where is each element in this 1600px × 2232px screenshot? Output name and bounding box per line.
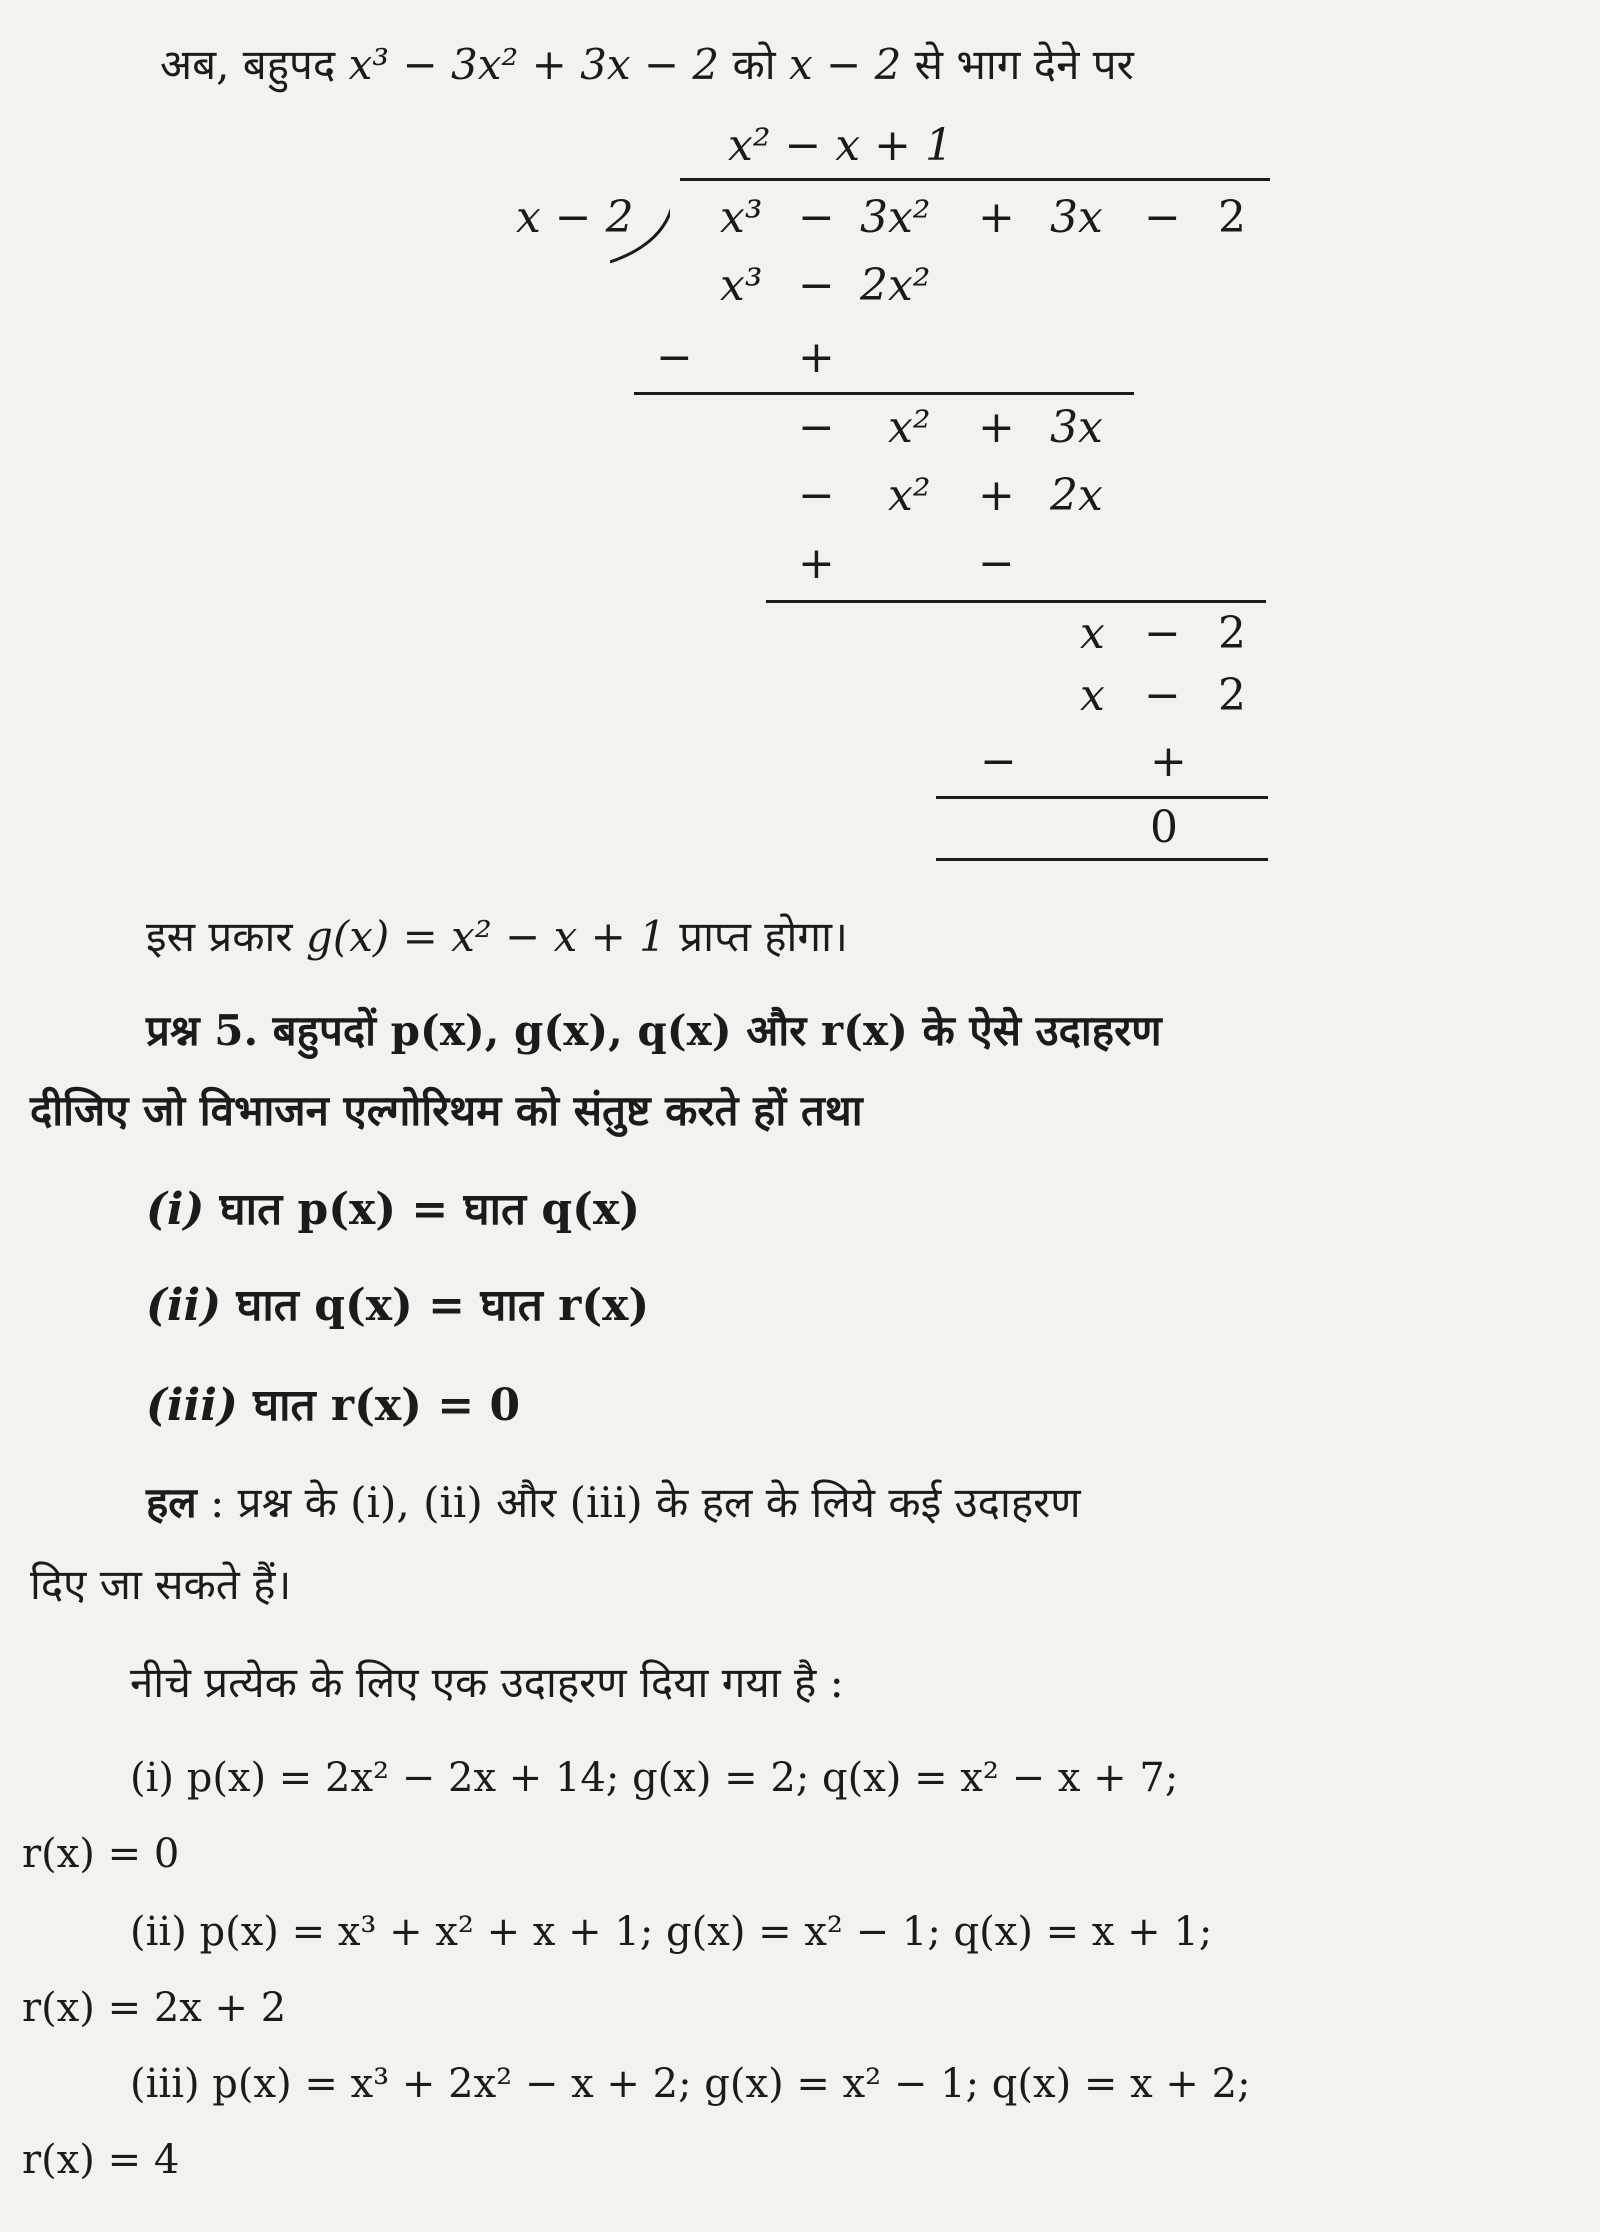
solution-text-3: नीचे प्रत्येक के लिए एक उदाहरण दिया गया है : [130,1658,844,1707]
row1-term-6: − [1144,192,1181,243]
row3-term-3: + [978,402,1015,453]
solution-line-3 [130,1658,844,1707]
row5-term-2: − [1144,608,1181,659]
example-3-text: (iii) p(x) = x³ + 2x² − x + 2; g(x) = x² − 1; q(x) = x + 2; [130,2061,1251,2107]
row6-term-1: x [1080,670,1105,721]
example-3-remainder: r(x) = 4 [22,2137,180,2183]
row5-term-3: 2 [1218,608,1246,659]
row3-term-2: x² [888,402,931,453]
intro-after: से भाग देने पर [901,40,1134,89]
question-label: प्रश्न 5. [146,1006,259,1055]
example-1-b [22,1831,180,1877]
question-line-1 [146,1006,1162,1055]
solution-line-2 [30,1560,292,1609]
row6-term-2: − [1144,670,1181,721]
row2-term-1: x³ [720,260,763,311]
solution-label: हल [146,1478,197,1527]
row1-term-4: + [978,192,1015,243]
example-2-text: (ii) p(x) = x³ + x² + x + 1; g(x) = x² − 1; q(x) = x + 1; [130,1909,1213,1955]
quotient-rule [680,178,1270,181]
signs2-2: − [978,538,1015,589]
question-item-2-text: घात q(x) = घात r(x) [221,1280,650,1331]
row4-term-2: x² [888,470,931,521]
row3-term-1: − [798,402,835,453]
division-bracket [610,178,670,268]
example-1-a [130,1755,1179,1801]
question-item-1 [146,1184,641,1235]
row2-term-3: 2x² [860,260,931,311]
signs1-2: + [798,332,835,383]
question-text-2: दीजिए जो विभाजन एल्गोरिथम को संतुष्ट करते हों तथा [30,1086,863,1135]
remainder: 0 [1150,802,1178,853]
intro-before: अब, बहुपद [160,40,349,89]
row1-term-3: 3x² [860,192,931,243]
example-1-remainder: r(x) = 0 [22,1831,180,1877]
conclusion-before: इस प्रकार [146,912,306,961]
intro-dividend: x³ − 3x² + 3x − 2 [348,40,720,89]
question-item-2-num: (ii) [146,1280,222,1331]
signs3-1: − [980,736,1017,787]
example-3-b [22,2137,180,2183]
signs2-1: + [798,538,835,589]
intro-middle: को [719,40,789,89]
example-1-text: (i) p(x) = 2x² − 2x + 14; g(x) = 2; q(x) = x² − x + 7; [130,1755,1179,1801]
quotient: x² − x + 1 [728,120,953,171]
rule-2 [766,600,1266,603]
row2-term-2: − [798,260,835,311]
row4-term-4: 2x [1050,470,1103,521]
solution-text-2: दिए जा सकते हैं। [30,1560,292,1609]
row4-term-3: + [978,470,1015,521]
rule-3 [936,796,1268,799]
conclusion-line [146,912,848,961]
question-item-2 [146,1280,650,1331]
conclusion-expr: g(x) = x² − x + 1 [305,912,666,961]
row1-term-7: 2 [1218,192,1246,243]
conclusion-after: प्राप्त होगा। [665,912,848,961]
row1-term-5: 3x [1050,192,1103,243]
signs3-2: + [1150,736,1187,787]
question-line-2 [30,1086,863,1135]
signs1-1: − [656,332,693,383]
example-2-remainder: r(x) = 2x + 2 [22,1985,287,2031]
row1-term-1: x³ [720,192,763,243]
solution-text-1: : प्रश्न के (i), (ii) और (iii) के हल के लिये कई उदाहरण [196,1478,1081,1527]
question-item-1-num: (i) [146,1184,205,1235]
row3-term-4: 3x [1050,402,1103,453]
rule-1 [634,392,1134,395]
row4-term-1: − [798,470,835,521]
example-2-a [130,1909,1213,1955]
question-item-3 [146,1380,521,1431]
question-text-1: बहुपदों p(x), g(x), q(x) और r(x) के ऐसे उदाहरण [258,1006,1162,1055]
example-3-a [130,2061,1251,2107]
question-item-3-text: घात r(x) = 0 [237,1380,521,1431]
question-item-1-text: घात p(x) = घात q(x) [204,1184,641,1235]
row1-term-2: − [798,192,835,243]
question-item-3-num: (iii) [146,1380,238,1431]
rule-4 [936,858,1268,861]
solution-line-1 [146,1478,1081,1527]
row5-term-1: x [1080,608,1105,659]
intro-divisor: x − 2 [789,40,902,89]
intro-line [160,40,1134,89]
divisor: x − 2 [516,192,634,243]
row6-term-3: 2 [1218,670,1246,721]
example-2-b [22,1985,287,2031]
